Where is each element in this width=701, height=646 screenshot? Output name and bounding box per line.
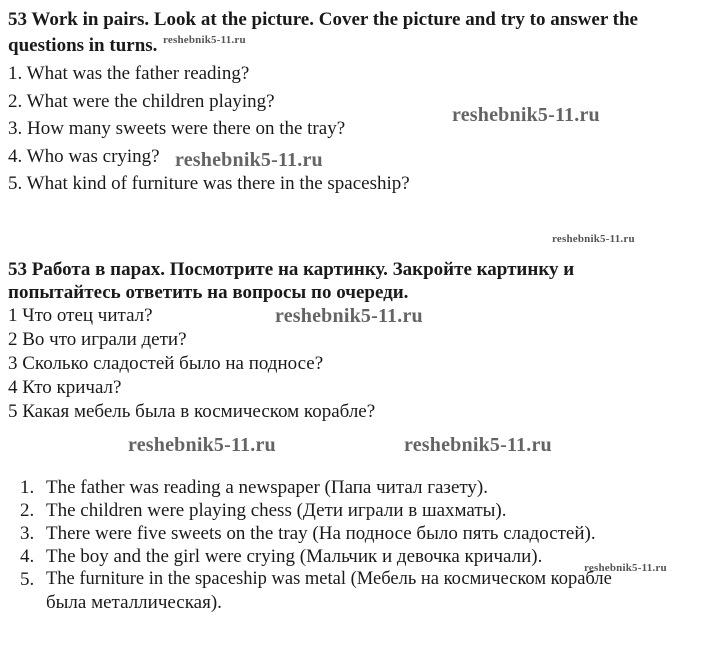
watermark: reshebnik5-11.ru — [175, 149, 323, 171]
answer-5-text: The furniture in the spaceship was metal (Мебель на космическом корабле — [46, 569, 612, 589]
watermark: reshebnik5-11.ru — [552, 233, 635, 245]
russian-question-2: 2 Во что играли дети? — [8, 329, 187, 350]
russian-question-4: 4 Кто кричал? — [8, 377, 122, 398]
english-question-5: 5. What kind of furniture was there in the spaceship? — [8, 173, 410, 194]
watermark: reshebnik5-11.ru — [128, 434, 276, 456]
english-question-3: 3. How many sweets were there on the tray? — [8, 118, 346, 139]
answer-4-number: 4. — [20, 546, 35, 567]
answer-5-number: 5. — [20, 569, 35, 590]
russian-question-1: 1 Что отец читал? — [8, 305, 153, 326]
english-question-1: 1. What was the father reading? — [8, 63, 250, 84]
russian-question-5: 5 Какая мебель была в космическом корабле? — [8, 401, 376, 422]
english-question-4: 4. Who was crying? — [8, 146, 160, 167]
answer-2-text: The children were playing chess (Дети играли в шахматы). — [46, 500, 507, 521]
russian-heading-line1: 53 Работа в парах. Посмотрите на картинку. Закройте картинку и — [8, 259, 575, 280]
answer-3-text: There were five sweets on the tray (На подносе было пять сладостей). — [46, 523, 596, 544]
answer-3-number: 3. — [20, 523, 35, 544]
russian-question-3: 3 Сколько сладостей было на подносе? — [8, 353, 324, 374]
english-heading-line2: questions in turns. — [8, 35, 158, 56]
watermark: reshebnik5-11.ru — [404, 434, 552, 456]
answer-1-text: The father was reading a newspaper (Папа читал газету). — [46, 477, 489, 498]
answer-4-text: The boy and the girl were crying (Мальчик и девочка кричали). — [46, 546, 543, 567]
watermark: reshebnik5-11.ru — [163, 34, 246, 46]
watermark: reshebnik5-11.ru — [275, 305, 423, 327]
english-question-2: 2. What were the children playing? — [8, 91, 275, 112]
answer-5-text-continued: была металлическая). — [46, 592, 222, 613]
russian-heading-line2: попытайтесь ответить на вопросы по очереди. — [8, 282, 409, 303]
english-heading-line1: 53 Work in pairs. Look at the picture. Cover the picture and try to answer the — [8, 9, 638, 30]
answer-1-number: 1. — [20, 477, 35, 498]
answer-2-number: 2. — [20, 500, 35, 521]
watermark: reshebnik5-11.ru — [584, 562, 667, 574]
watermark: reshebnik5-11.ru — [452, 104, 600, 126]
